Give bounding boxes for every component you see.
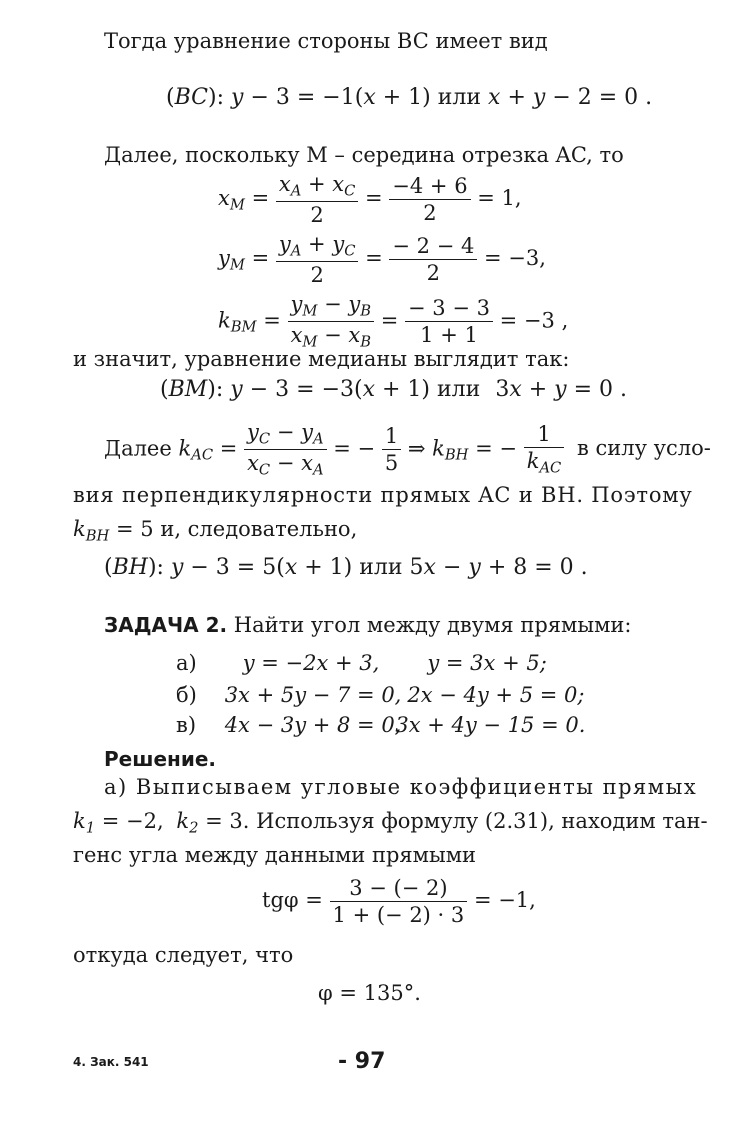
- sol-a-line2: $k_1 = -2$, $k_2 = 3$. Используя формулу (2.31), находим тан-: [73, 809, 708, 837]
- therefore-median-text: и значит, уравнение медианы выглядит так:: [73, 347, 570, 371]
- item-eq1: y = −2x + 3,: [242, 651, 380, 675]
- item-eq2: 3x + 4y − 15 = 0.: [395, 713, 586, 737]
- phi-result: [318, 982, 421, 1005]
- whence-text: откуда следует, что: [73, 943, 294, 967]
- therefore-median: [73, 348, 569, 371]
- item-eq2: y = 3x + 5;: [427, 651, 547, 675]
- solution-title: [104, 748, 216, 771]
- page-number: [338, 1050, 385, 1074]
- kbh-line: $k_{BH} = 5$ и, следовательно,: [73, 517, 358, 545]
- whence: [73, 944, 293, 967]
- or-word: или: [437, 377, 481, 402]
- problem-title: ЗАДАЧА 2.: [104, 613, 228, 637]
- sol-a-line1: [104, 776, 697, 799]
- item-a: [176, 652, 547, 675]
- item-eq1: 4x − 3y + 8 = 0,: [224, 713, 402, 737]
- problem-2: [104, 614, 631, 637]
- item-b: [176, 684, 584, 707]
- item-label: в): [176, 713, 197, 737]
- intro-bc-text: Тогда уравнение стороны BC имеет вид: [104, 29, 548, 53]
- further-m: [104, 144, 624, 167]
- sol-a-line3-text: генс угла между данными прямыми: [73, 843, 477, 867]
- ym-equation: $y_M$ = $\frac{y_A + y_C}{2}$ = $\frac{- 2 - 4}{2}$ = −3,: [218, 232, 546, 288]
- or-word: или: [359, 555, 403, 580]
- sol-a-line2-text: Используя формулу (2.31), находим тан-: [256, 809, 708, 833]
- sol-a-line1-text: а) Выписываем угловые коэффициенты прямых: [104, 775, 698, 799]
- intro-bc: [104, 30, 548, 53]
- item-label: а): [176, 651, 197, 675]
- kbm-equation: $k_{BM}$ = $\frac{y_M - y_B}{x_M - x_B}$ = $\frac{- 3 - 3}{1 + 1}$ = −3 ,: [218, 292, 569, 351]
- page-number-text: - 97: [338, 1049, 386, 1074]
- or-word: или: [437, 85, 482, 110]
- consequently-text: и, следовательно,: [160, 517, 358, 541]
- perp-line-text: вия перпендикулярности прямых AC и BH. Поэтому: [73, 483, 693, 507]
- xm-equation: $x_M$ = $\frac{x_A + x_C}{2}$ = $\frac{-4 + 6}{2}$ = 1,: [218, 172, 522, 228]
- item-c: [176, 714, 585, 737]
- sol-a-line3: [73, 844, 476, 867]
- perp-line: [73, 484, 693, 507]
- tg-equation: tgφ = $\frac{3 - (- 2)}{1 + (- 2) \cdot 3}$ = −1,: [262, 876, 536, 928]
- problem-text: Найти угол между двумя прямыми:: [233, 613, 632, 637]
- solution-title-text: Решение.: [104, 747, 217, 771]
- order-mark-text: 4. Зак. 541: [73, 1055, 149, 1069]
- kac-equation: Далее $k_{AC}$ = $\frac{y_C - y_A}{x_C - x_A}$ = − $\frac{1}{5}$ ⇒ $k_{BH}$ = − $\frac{1}{k_{AC}}$ в силу усло-: [104, 420, 711, 479]
- bc-equation: (BC): y − 3 = −1(x + 1) или x + y − 2 = 0 .: [166, 85, 653, 110]
- item-eq2: 2x − 4y + 5 = 0;: [407, 683, 585, 707]
- bm-equation: (BM): y − 3 = −3(x + 1) или 3x + y = 0 .: [160, 377, 628, 402]
- by-condition-text: в силу усло-: [576, 436, 711, 461]
- further-kac-text: Далее: [104, 436, 172, 461]
- further-m-text: Далее, поскольку M – середина отрезка AC, то: [104, 143, 624, 167]
- item-label: б): [176, 683, 197, 707]
- phi-result-text: φ = 135°.: [318, 981, 421, 1005]
- order-mark: [73, 1056, 149, 1069]
- item-eq1: 3x + 5y − 7 = 0,: [224, 683, 402, 707]
- bh-equation: (BH): y − 3 = 5(x + 1) или 5x − y + 8 = 0 .: [104, 555, 588, 580]
